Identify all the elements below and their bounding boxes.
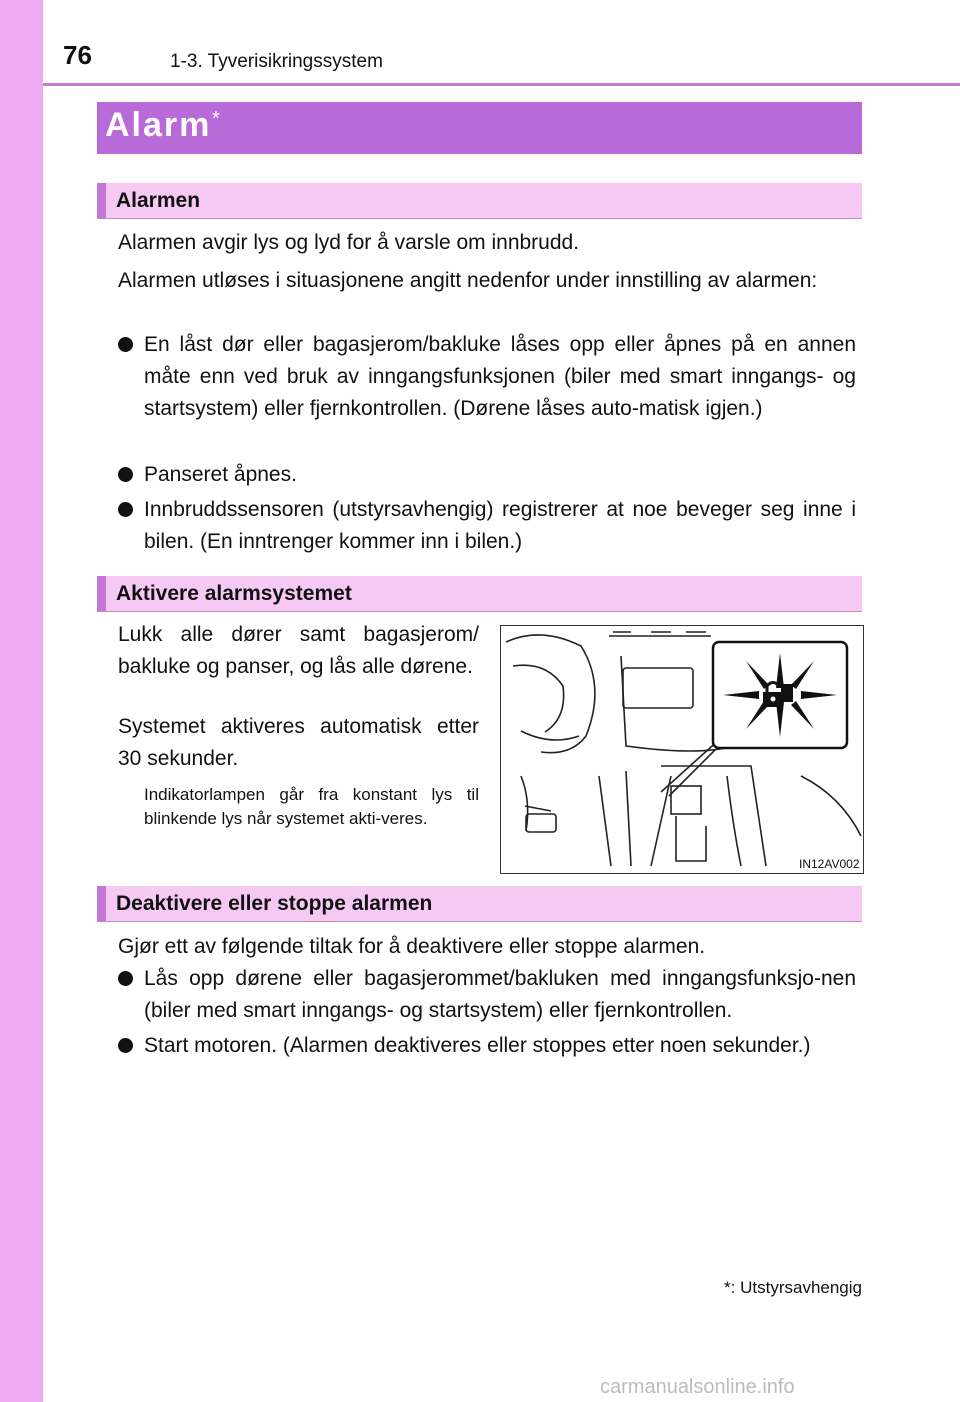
indicator-note: Indikatorlampen går fra konstant lys til blinkende lys når systemet akti-veres. <box>144 785 479 828</box>
paragraph: Alarmen avgir lys og lyd for å varsle om innbrudd. <box>118 231 580 254</box>
dashboard-illustration <box>500 625 864 874</box>
bullet-icon <box>118 337 133 352</box>
bullet-item: Panseret åpnes. <box>118 459 856 491</box>
paragraph: Alarmen utløses i situasjonene angitt nedenfor under innstilling av alarmen: <box>118 269 818 292</box>
bullet-icon <box>118 971 133 986</box>
footnote-text: : Utstyrsavhengig <box>730 1278 862 1297</box>
watermark: carmanualsonline.info <box>600 1376 795 1398</box>
section-title-bar <box>97 102 862 154</box>
header-rule <box>43 83 960 86</box>
bullet-item: Innbruddssensoren (utstyrsavhengig) registrerer at noe beveger seg inne i bilen. (En inntrenger kommer inn i bilen.) <box>118 494 856 558</box>
bullet-icon <box>118 502 133 517</box>
bullet-item: Start motoren. (Alarmen deaktiveres eller stoppes etter noen sekunder.) <box>118 1030 856 1062</box>
bullet-item: Lås opp dørene eller bagasjerommet/bakluken med inngangsfunksjo-nen (biler med smart inngangs- og startsystem) eller fjernkontrollen. <box>118 963 856 1027</box>
footnote-asterisk: * <box>724 1278 731 1297</box>
subheading-deaktivere: Deaktivere eller stoppe alarmen <box>97 886 862 922</box>
paragraph: Gjør ett av følgende tiltak for å deaktivere eller stoppe alarmen. <box>118 935 706 958</box>
bullet-item: En låst dør eller bagasjerom/bakluke låses opp eller åpnes på en annen måte enn ved bruk av inngangsfunksjonen (biler med smart inngangs- og startsystem) eller fjernkontrollen. (Dørene låses auto-matisk igjen.) <box>118 329 856 425</box>
interior-drawing <box>501 626 863 873</box>
bullet-icon <box>118 1038 133 1053</box>
side-tab-strip <box>0 0 43 1402</box>
page-title: Alarm <box>105 106 212 144</box>
page-number: 76 <box>63 40 92 70</box>
running-title: 1-3. Tyverisikringssystem <box>170 51 383 72</box>
bullet-icon <box>118 467 133 482</box>
optional-equipment-asterisk: * <box>212 108 220 130</box>
figure-code: IN12AV002 <box>799 857 860 871</box>
paragraph: Systemet aktiveres automatisk etter 30 sekunder. <box>118 715 479 770</box>
footnote <box>724 1278 862 1298</box>
subheading-aktivere: Aktivere alarmsystemet <box>97 576 862 612</box>
subheading-alarmen: Alarmen <box>97 183 862 219</box>
paragraph: Lukk alle dører samt bagasjerom/ bakluke og panser, og lås alle dørene. <box>118 623 479 678</box>
